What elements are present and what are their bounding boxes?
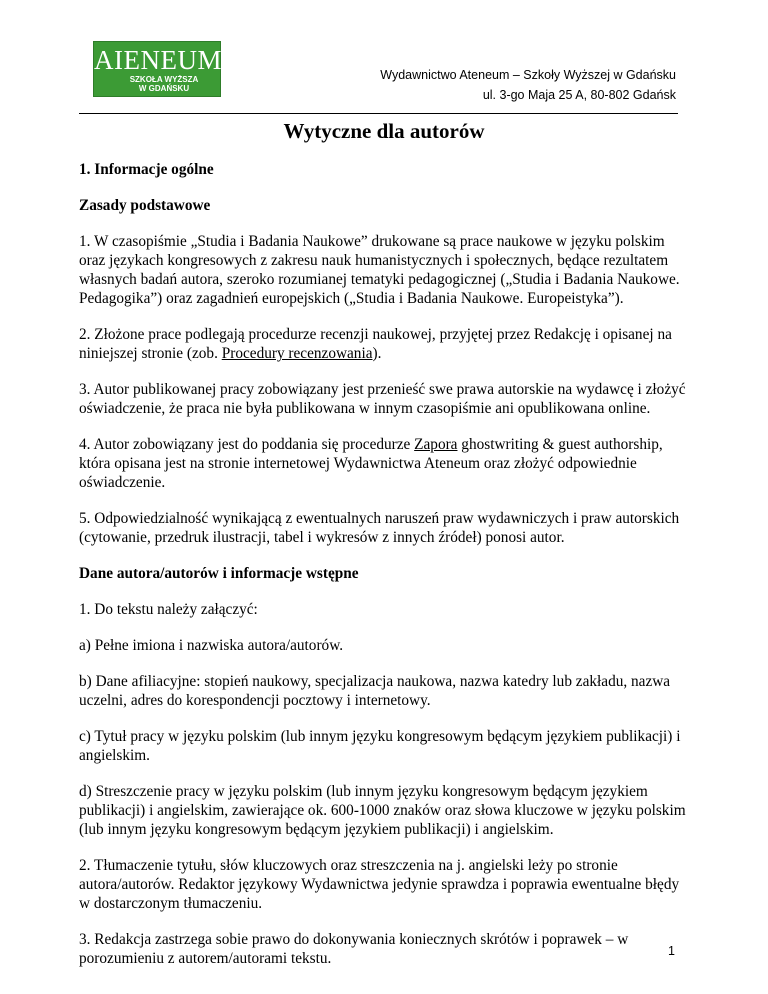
document-body xyxy=(79,160,689,985)
review-procedure-link[interactable]: Procedury recenzowania xyxy=(221,345,373,362)
subsection-heading: Dane autora/autorów i informacje wstępne xyxy=(79,565,359,582)
logo-subtitle: SZKOŁA WYŻSZA W GDAŃSKU xyxy=(129,75,199,93)
zapora-link[interactable]: Zapora xyxy=(414,436,458,453)
section-heading: 1. Informacje ogólne xyxy=(79,161,214,178)
list-item: d) Streszczenie pracy w języku polskim (lub innym języku kongresowym będącym językiem publikacji) i angielskim, zawierające ok. 600-1000 znaków oraz słowa kluczowe w języku polskim (lub innym języku kongresowym będącym językiem publikacji) i angielskim. xyxy=(79,783,686,838)
publisher-address: ul. 3-go Maja 25 A, 80-802 Gdańsk xyxy=(482,88,676,102)
paragraph: 2. Tłumaczenie tytułu, słów kluczowych oraz streszczenia na j. angielski leży po stronie autora/autorów. Redaktor językowy Wydawnictwa jedynie sprawdza i poprawia ewentualne błędy w dostarczonym tłumaczeniu. xyxy=(79,857,680,912)
paragraph: 3. Autor publikowanej pracy zobowiązany jest przenieść swe prawa autorskie na wydawcę i złożyć oświadczenie, że praca nie była publikowana w innym czasopiśmie ani opublikowana online. xyxy=(79,381,686,417)
page-title: Wytyczne dla autorów xyxy=(283,119,485,143)
list-item: b) Dane afiliacyjne: stopień naukowy, specjalizacja naukowa, nazwa katedry lub zakładu, nazwa uczelni, adres do korespondencji pocztowy i internetowy. xyxy=(79,673,671,709)
paragraph: 3. Redakcja zastrzega sobie prawo do dokonywania koniecznych skrótów i poprawek – w porozumieniu z autorem/autorami tekstu. xyxy=(79,931,629,967)
logo-wordmark: AΙENEUM xyxy=(94,45,222,75)
header-divider xyxy=(79,113,678,114)
paragraph: 2. Złożone prace podlegają procedurze recenzji naukowej, przyjętej przez Redakcję i opisanej na niniejszej stronie (zob. Procedury recenzowania). xyxy=(79,326,672,362)
publisher-name: Wydawnictwo Ateneum – Szkoły Wyższej w Gdańsku xyxy=(380,68,676,82)
list-item: a) Pełne imiona i nazwiska autora/autorów. xyxy=(79,637,344,654)
subsection-heading: Zasady podstawowe xyxy=(79,197,211,214)
ateneum-logo xyxy=(93,41,221,97)
paragraph: 5. Odpowiedzialność wynikającą z ewentualnych naruszeń praw wydawniczych i praw autorskich (cytowanie, przedruk ilustracji, tabel i wykresów z innych źródeł) ponosi autor. xyxy=(79,510,680,546)
paragraph: 1. W czasopiśmie „Studia i Badania Naukowe” drukowane są prace naukowe w języku polskim oraz językach kongresowych z zakresu nauk humanistycznych i społecznych, będące rezultatem własnych badań autora, szeroko rozumianej tematyki pedagogicznej („Studia i Badania Naukowe. Pedagogika”) oraz zagadnień europejskich („Studia i Badania Naukowe. Europeistyka”). xyxy=(79,233,680,307)
paragraph: 1. Do tekstu należy załączyć: xyxy=(79,601,258,618)
list-item: c) Tytuł pracy w języku polskim (lub innym języku kongresowym będącym językiem publikacji) i angielskim. xyxy=(79,728,681,764)
page-number: 1 xyxy=(668,944,675,958)
paragraph: 4. Autor zobowiązany jest do poddania się procedurze Zapora ghostwriting & guest authorship, która opisana jest na stronie internetowej Wydawnictwa Ateneum oraz złożyć odpowiednie oświadczenie. xyxy=(79,436,663,491)
